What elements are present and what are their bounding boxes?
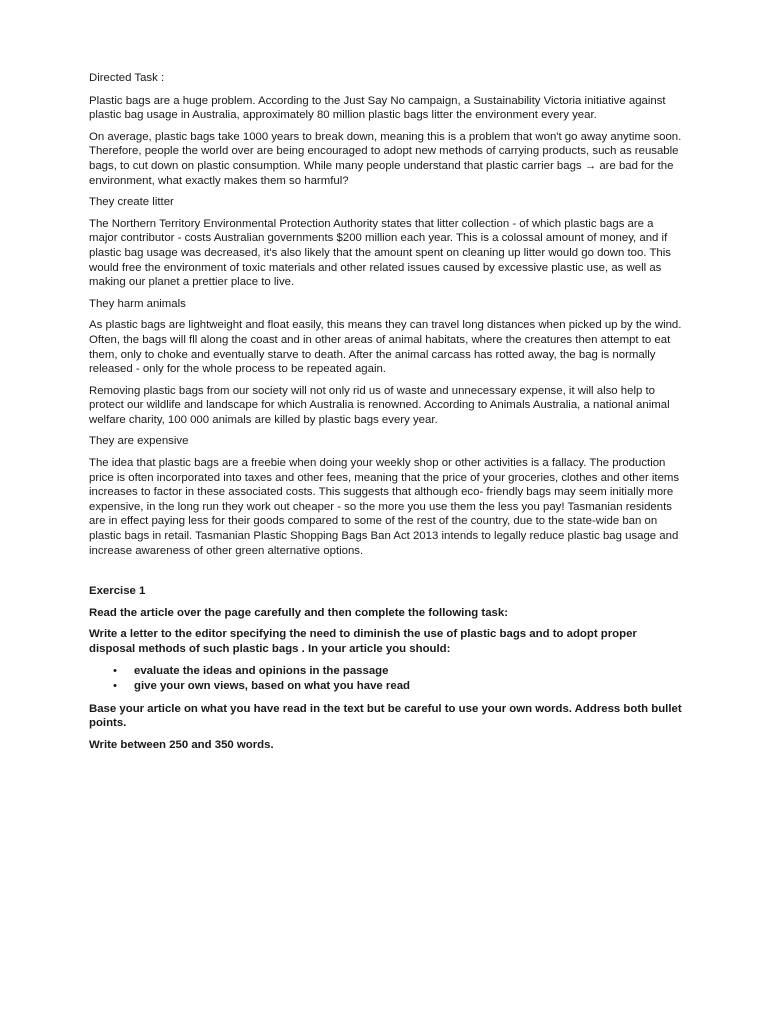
- bullet-item-evaluate: [89, 664, 685, 679]
- section-litter-text: The Northern Territory Environmental Protection Authority states that litter collection - of which plastic bags are a major contributor - costs Australian governments $200 million each year. This is a colossal amount of money, and if plastic bag usage was decreased, it's also likely that the amount spent on cleaning up litter would go down too. This would free the environment of toxic materials and other related issues caused by excessive plastic use, as well as making our planet a prettier place to live.: [89, 217, 671, 289]
- section-expensive-text: The idea that plastic bags are a freebie when doing your weekly shop or other activities is a fallacy. The production price is often incorporated into taxes and other fees, meaning that the price of your groceries, clothes and other items increases to factor in these associated costs. This suggests that although eco- friendly bags may seem initially more expensive, in the long run they work out cheaper - so the more you use them the less you pay! Tasmanian residents are in effect paying less for their goods compared to some of the rest of the country, due to the state-wide ban on plastic bags in retail. Tasmanian Plastic Shopping Bags Ban Act 2013 intends to legally reduce plastic bag usage and increase awareness of other green alternative options.: [89, 457, 680, 557]
- bullet-text: evaluate the ideas and opinions in the passage: [134, 664, 389, 677]
- bullet-icon: •: [113, 679, 117, 692]
- bullet-icon: •: [113, 664, 117, 677]
- exercise-base-note: Base your article on what you have read in the text but be careful to use your own words. Address both bullet points.: [89, 702, 682, 730]
- section-litter-title: They create litter: [89, 196, 174, 209]
- bullet-item-own-views: [89, 679, 685, 694]
- exercise-instruction: Read the article over the page carefully and then complete the following task:: [89, 606, 509, 619]
- exercise-bullet-list: [89, 664, 685, 694]
- section-animals-title: They harm animals: [89, 297, 186, 310]
- exercise-task: Write a letter to the editor specifying the need to diminish the use of plastic bags and to adopt proper disposal methods of such plastic bags . In your article you should:: [89, 628, 637, 655]
- directed-task-heading: Directed Task :: [89, 72, 165, 84]
- bullet-text: give your own views, based on what you have read: [134, 679, 410, 692]
- section-animals-text-1: As plastic bags are lightweight and float easily, this means they can travel long distances when picked up by the wind. Often, the bags will fll along the coast and in other areas of animal habitats, where the creatures then attempt to eat them, only to choke and eventually starve to death. After the animal carcass has rotted away, the bag is normally released - only for the whole process to be repeated again.: [89, 319, 682, 376]
- intro-paragraph-2: On average, plastic bags take 1000 years to break down, meaning this is a problem that won't go away anytime soon. Therefore, people the world over are being encouraged to adopt new methods of carrying products, such as reusable bags, to cut down on plastic consumption. While many people understand that plastic carrier bags → are bad for the environment, what exactly makes them so harmful?: [89, 130, 682, 187]
- section-expensive-title: They are expensive: [89, 435, 189, 448]
- document-page: [89, 71, 685, 759]
- exercise-word-count: Write between 250 and 350 words.: [89, 738, 274, 751]
- section-animals-text-2: Removing plastic bags from our society will not only rid us of waste and unnecessary expense, it will also help to protect our wildlife and landscape for which Australia is renowned. According to Animals Australia, a national animal welfare charity, 100 000 animals are killed by plastic bags every year.: [89, 384, 670, 426]
- exercise-title: Exercise 1: [89, 585, 146, 598]
- intro-paragraph-1: Plastic bags are a huge problem. According to the Just Say No campaign, a Sustainability Victoria initiative against plastic bag usage in Australia, approximately 80 million plastic bags litter the environment every year.: [89, 94, 666, 122]
